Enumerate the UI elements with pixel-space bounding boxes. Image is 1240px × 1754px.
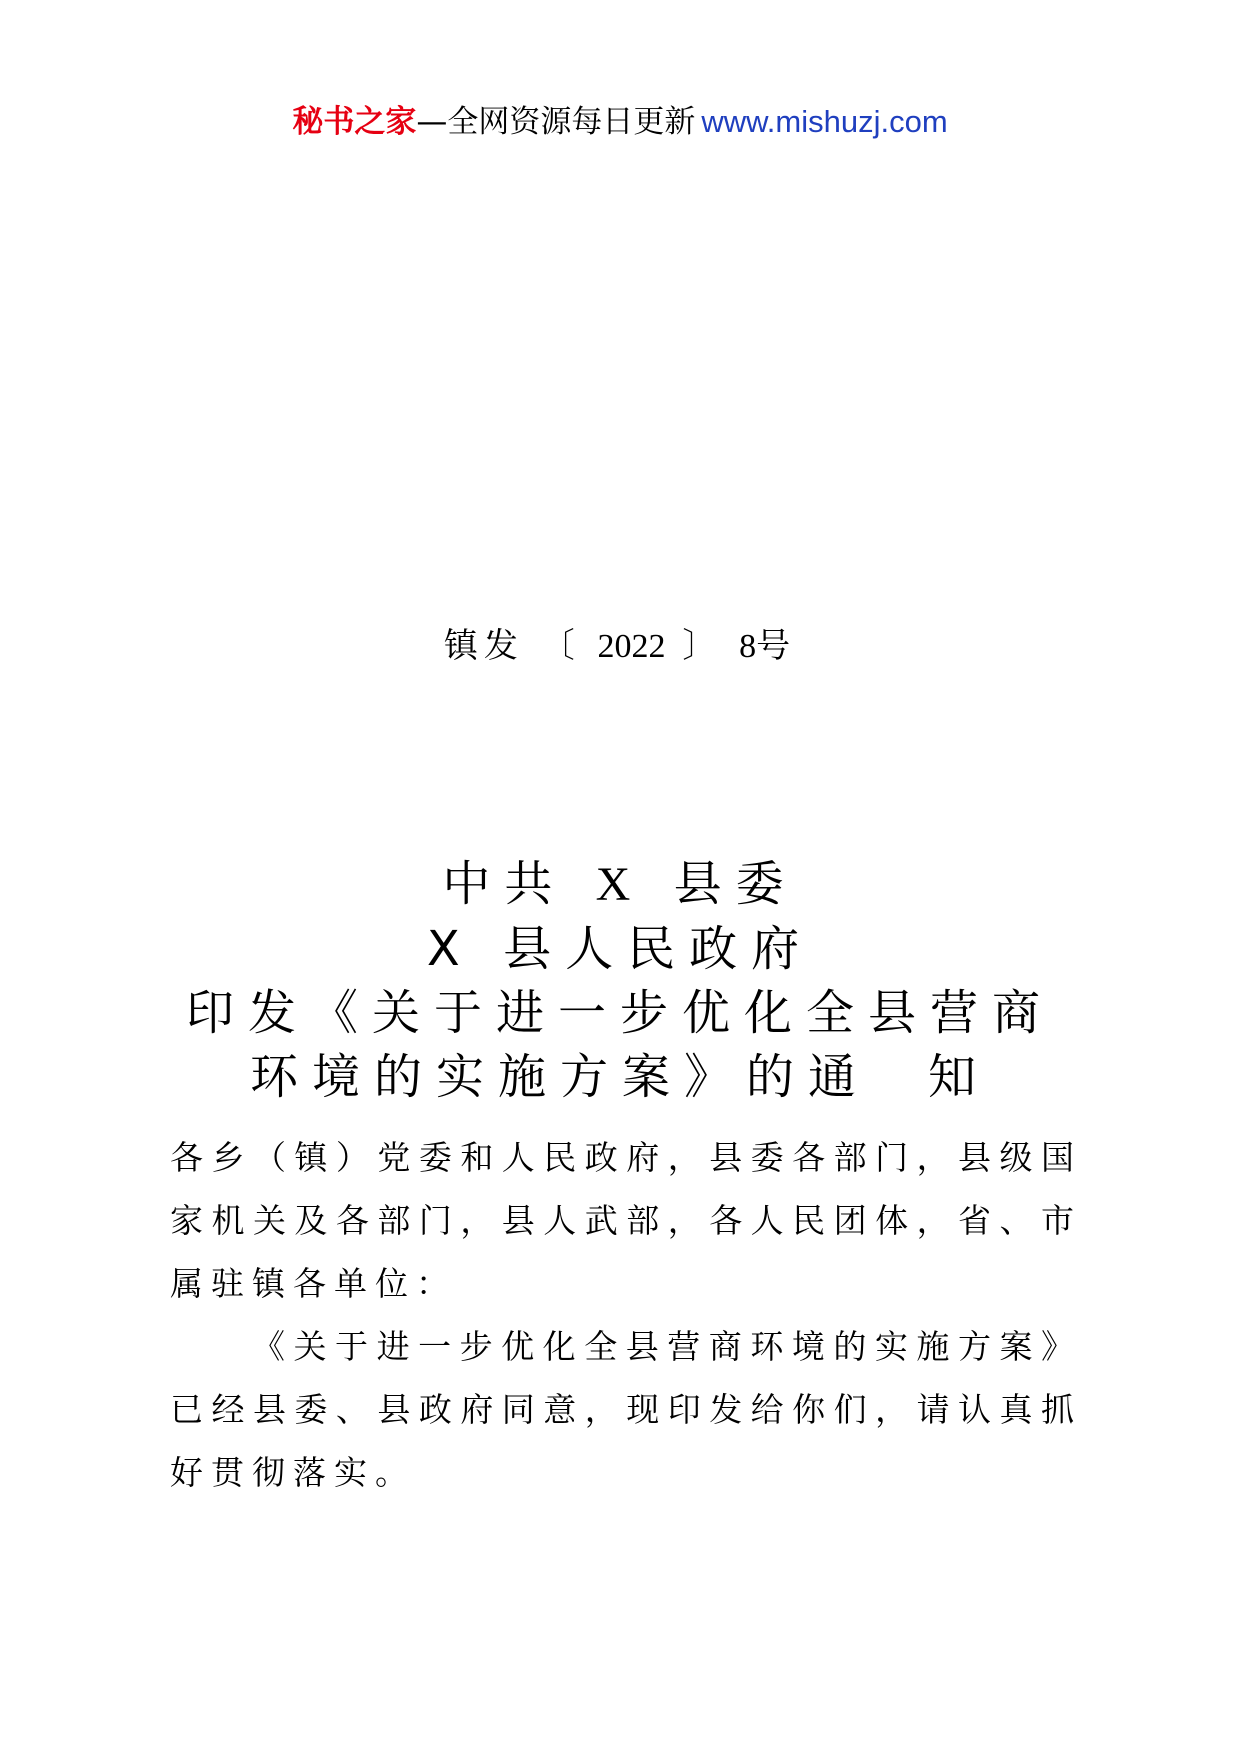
doc-number-value: 8 xyxy=(739,628,757,665)
doc-number-close-bracket: 〕 xyxy=(682,626,723,666)
document-title xyxy=(0,852,1240,1109)
title-line-1-part-2: 县委 xyxy=(673,856,798,912)
body-paragraph-1: 《关于进一步优化全县营商环境的实施方案》已经县委、县政府同意，现印发给你们，请认真抓好贯彻落实。 xyxy=(170,1327,1082,1492)
title-line-4-part-2: 知 xyxy=(928,1049,991,1105)
salutation: 各乡（镇）党委和人民政府，县委各部门，县级国家机关及各部门，县人武部，各人民团体，省、市属驻镇各单位： xyxy=(170,1138,1082,1303)
doc-number-year: 2022 xyxy=(597,628,666,665)
title-line-1-part-1: 中共 xyxy=(442,856,567,912)
title-line-2-part: 县人民政府 xyxy=(503,921,814,977)
watermark-brand: 秘书之家 xyxy=(292,104,417,140)
site-watermark xyxy=(0,102,1240,142)
document-body xyxy=(170,1126,1082,1504)
watermark-url-link[interactable]: www.mishuzj.com xyxy=(701,104,948,139)
doc-number-prefix: 镇发 xyxy=(443,626,524,666)
title-line-1 xyxy=(0,852,1240,917)
title-line-2-latin: X xyxy=(426,921,474,977)
title-line-2 xyxy=(0,917,1240,981)
title-line-4 xyxy=(0,1045,1240,1109)
doc-number-suffix: 号 xyxy=(756,626,797,666)
title-line-4-part-1: 环境的实施方案》的通 xyxy=(249,1049,870,1105)
title-line-1-latin: X xyxy=(595,858,645,911)
doc-number-open-bracket: 〔 xyxy=(540,626,581,666)
watermark-slogan: —全网资源每日更新 xyxy=(416,104,696,140)
title-line-3: 印发《关于进一步优化全县营商 xyxy=(185,985,1054,1041)
document-number xyxy=(0,624,1240,669)
